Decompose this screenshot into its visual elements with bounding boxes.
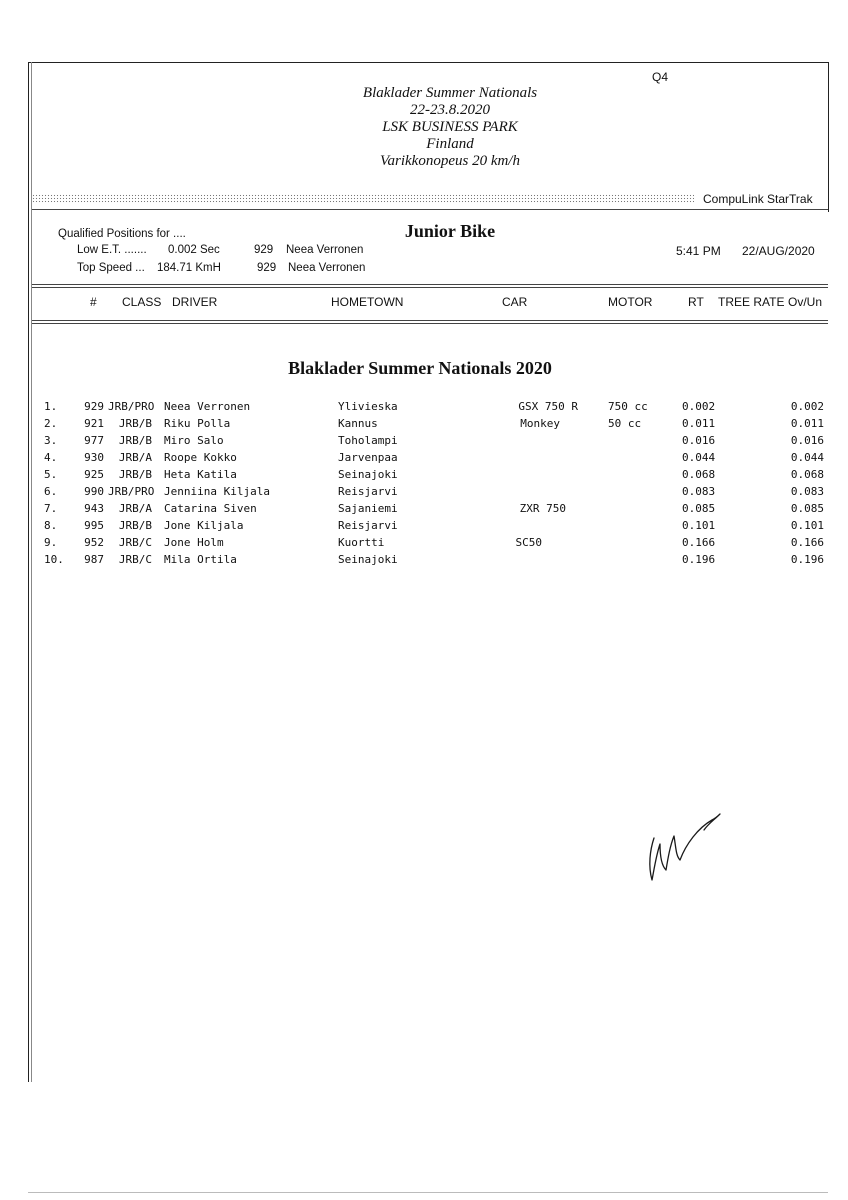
results-title: Blaklader Summer Nationals 2020 xyxy=(288,358,552,378)
row-driver: Jone Kiljala xyxy=(164,519,244,532)
row-driver: Jone Holm xyxy=(164,536,224,549)
row-class: JRB/C xyxy=(118,553,152,566)
top-speed-driver: Neea Verronen xyxy=(288,262,366,274)
col-driver: DRIVER xyxy=(172,295,218,309)
row-class: JRB/B xyxy=(118,468,152,481)
row-hometown: Reisjarvi xyxy=(338,485,398,498)
row-hometown: Kannus xyxy=(338,417,378,430)
row-class: JRB/C xyxy=(118,536,152,549)
row-car: Monkey xyxy=(520,417,560,430)
event-name: Blaklader Summer Nationals xyxy=(362,85,538,101)
row-rt: 0.101 xyxy=(682,519,716,532)
row-driver: Miro Salo xyxy=(164,434,224,447)
class-title: Junior Bike xyxy=(404,221,496,241)
row-number: 995 xyxy=(84,519,104,532)
table-row xyxy=(0,500,848,517)
row-driver: Heta Katila xyxy=(164,468,237,481)
table-row xyxy=(0,432,848,449)
column-header-rule-top-2 xyxy=(32,287,828,288)
row-position: 4. xyxy=(44,451,58,464)
row-ov-un: 0.085 xyxy=(790,502,824,515)
row-car: ZXR 750 xyxy=(519,502,566,515)
signature-icon xyxy=(640,800,730,890)
row-position: 6. xyxy=(44,485,58,498)
bottom-rule xyxy=(28,1192,828,1193)
row-rt: 0.016 xyxy=(682,434,716,447)
row-ov-un: 0.083 xyxy=(790,485,824,498)
row-rt: 0.085 xyxy=(682,502,716,515)
row-driver: Neea Verronen xyxy=(164,400,251,413)
column-header-rule-top xyxy=(32,284,828,285)
pit-speed: Varikkonopeus 20 km/h xyxy=(380,153,520,169)
top-speed-number: 929 xyxy=(257,262,277,274)
row-car: GSX 750 R xyxy=(518,400,578,413)
frame-left-border xyxy=(28,62,29,1082)
session-label: Q4 xyxy=(652,70,669,84)
table-row xyxy=(0,534,848,551)
row-class: JRB/B xyxy=(118,519,152,532)
low-et-driver: Neea Verronen xyxy=(286,244,364,256)
event-dates: 22-23.8.2020 xyxy=(410,102,490,118)
table-row xyxy=(0,551,848,568)
row-position: 5. xyxy=(44,468,58,481)
qualified-title: Qualified Positions for .... xyxy=(58,228,186,240)
row-number: 925 xyxy=(84,468,104,481)
row-motor: 50 cc xyxy=(608,417,642,430)
header-rule xyxy=(32,209,828,210)
row-hometown: Toholampi xyxy=(338,434,398,447)
row-class: JRB/A xyxy=(118,502,152,515)
row-class: JRB/PRO xyxy=(108,400,155,413)
frame-left-border-inner xyxy=(31,62,32,1082)
row-rt: 0.166 xyxy=(682,536,716,549)
low-et-label: Low E.T. ....... xyxy=(77,244,147,256)
row-position: 9. xyxy=(44,536,58,549)
row-ov-un: 0.166 xyxy=(790,536,824,549)
table-row xyxy=(0,415,848,432)
row-position: 3. xyxy=(44,434,58,447)
row-number: 987 xyxy=(84,553,104,566)
table-row xyxy=(0,517,848,534)
low-et-number: 929 xyxy=(254,244,274,256)
row-hometown: Jarvenpaa xyxy=(338,451,398,464)
row-car: SC50 xyxy=(515,536,542,549)
country: Finland xyxy=(426,136,474,152)
col-rt: RT xyxy=(688,295,704,309)
row-driver: Riku Polla xyxy=(164,417,231,430)
row-hometown: Seinajoki xyxy=(338,468,398,481)
row-position: 8. xyxy=(44,519,58,532)
row-number: 952 xyxy=(84,536,104,549)
frame-top-border xyxy=(28,62,828,63)
row-ov-un: 0.011 xyxy=(790,417,824,430)
row-driver: Mila Ortila xyxy=(164,553,237,566)
row-ov-un: 0.044 xyxy=(790,451,824,464)
col-num: # xyxy=(90,295,97,309)
top-speed-value: 184.71 KmH xyxy=(157,262,221,274)
row-ov-un: 0.068 xyxy=(790,468,824,481)
frame-right-border xyxy=(828,62,829,212)
column-header-rule-bottom-2 xyxy=(32,323,828,324)
row-rt: 0.002 xyxy=(682,400,716,413)
row-rt: 0.196 xyxy=(682,553,716,566)
row-number: 990 xyxy=(84,485,104,498)
col-car: CAR xyxy=(502,295,528,309)
row-rt: 0.083 xyxy=(682,485,716,498)
row-hometown: Ylivieska xyxy=(338,400,398,413)
row-class: JRB/PRO xyxy=(108,485,155,498)
row-number: 930 xyxy=(84,451,104,464)
table-row xyxy=(0,449,848,466)
report-time: 5:41 PM xyxy=(676,244,721,258)
top-speed-label: Top Speed ... xyxy=(77,262,145,274)
row-hometown: Kuortti xyxy=(338,536,385,549)
row-number: 921 xyxy=(84,417,104,430)
row-position: 2. xyxy=(44,417,58,430)
row-class: JRB/B xyxy=(118,417,152,430)
row-hometown: Seinajoki xyxy=(338,553,398,566)
row-driver: Roope Kokko xyxy=(164,451,237,464)
col-tree-rate: TREE RATE xyxy=(718,295,785,309)
row-position: 10. xyxy=(44,553,64,566)
row-class: JRB/B xyxy=(118,434,152,447)
results-table xyxy=(0,398,848,568)
row-hometown: Reisjarvi xyxy=(338,519,398,532)
row-driver: Jenniina Kiljala xyxy=(164,485,270,498)
row-ov-un: 0.101 xyxy=(790,519,824,532)
low-et-value: 0.002 Sec xyxy=(168,244,220,256)
row-number: 943 xyxy=(84,502,104,515)
venue: LSK BUSINESS PARK xyxy=(382,119,518,135)
col-motor: MOTOR xyxy=(608,295,653,309)
table-row xyxy=(0,398,848,415)
row-number: 929 xyxy=(84,400,104,413)
row-hometown: Sajaniemi xyxy=(338,502,398,515)
col-class: CLASS xyxy=(122,295,162,309)
col-ov-un: Ov/Un xyxy=(788,295,823,309)
row-ov-un: 0.016 xyxy=(790,434,824,447)
col-hometown: HOMETOWN xyxy=(331,295,404,309)
software-label: CompuLink StarTrak xyxy=(703,192,813,206)
row-ov-un: 0.002 xyxy=(790,400,824,413)
row-position: 1. xyxy=(44,400,58,413)
table-row xyxy=(0,466,848,483)
row-number: 977 xyxy=(84,434,104,447)
row-driver: Catarina Siven xyxy=(164,502,257,515)
row-ov-un: 0.196 xyxy=(790,553,824,566)
report-date: 22/AUG/2020 xyxy=(742,244,815,258)
row-class: JRB/A xyxy=(118,451,152,464)
row-position: 7. xyxy=(44,502,58,515)
dotted-band xyxy=(32,194,694,203)
row-rt: 0.011 xyxy=(682,417,716,430)
row-rt: 0.068 xyxy=(682,468,716,481)
row-motor: 750 cc xyxy=(608,400,648,413)
table-row xyxy=(0,483,848,500)
row-rt: 0.044 xyxy=(682,451,716,464)
column-header-rule-bottom xyxy=(32,320,828,321)
